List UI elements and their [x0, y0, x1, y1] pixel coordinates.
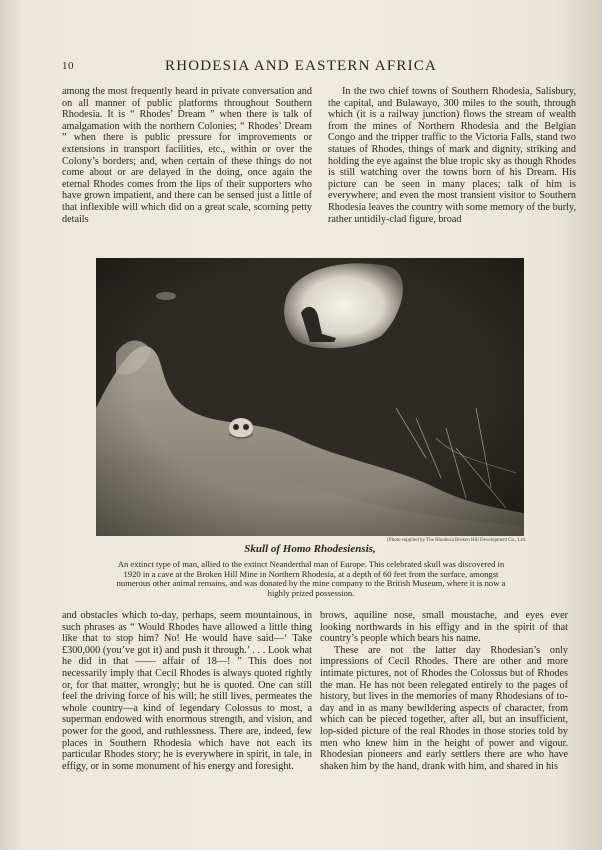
cave-photograph [96, 258, 524, 536]
skull-in-cave-image [96, 258, 524, 536]
page-header [0, 58, 602, 78]
paragraph: In the two chief towns of Southern Rhodesia, Salisbury, the capital, and Bulawayo, 300 miles to the south, through which (it is a railway junction) flows the stream of wealth from the mines of Northern Rhodesia and the Belgian Congo and the tripper traffic to the Victoria Falls, stand two statues of Rhodes, things of mark and dignity, striking and holding the eye against the blue tropic sky as though Rhodes is still watching over the towns born of his Dream. His picture can be seen in many places; talk of him is everywhere; and even the most transient visitor to Southern Rhodesia leaves the country with some memory of the burly, rather untidily-clad figure, broad [328, 86, 576, 225]
column-bottom-right [320, 610, 568, 772]
figure-caption: An extinct type of man, allied to the extinct Neanderthal man of Europe. This celebrated skull was discovered in 1920 in a cave at the Broken Hill Mine in Northern Rhodesia, at a depth of 60 feet from the surface, amongst numerous other animal remains, and was donated by the mine company to the British Museum, where it is now a highly prized possession. [116, 559, 506, 598]
photo-credit: (Photo supplied by The Rhodesia Broken Hill Development Co., Ltd. [387, 538, 526, 543]
page-number: 10 [62, 60, 74, 72]
column-top-right [328, 86, 576, 225]
paragraph: These are not the latter day Rhodesian’s only impressions of Cecil Rhodes. There are other and more intimate pictures, not of Rhodes the Colossus but of Rhodes the man. He has not been relegated entirely to the pages of history, but lives in the memories of many Rhodesians of to-day and in as many bewildering aspects of character, from which can be pieced together, after all, but an insufficient, lop-sided picture of the real Rhodes in those stories told by men who knew him in the height of power and vigour. Rhodesian pioneers and early settlers there are who have shaken him by the hand, drank with him, and shared in his [320, 644, 568, 772]
column-top-left [62, 86, 312, 225]
running-head: RHODESIA AND EASTERN AFRICA [164, 58, 437, 74]
column-bottom-left [62, 610, 312, 772]
paragraph: among the most frequently heard in private conversation and on all manner of public platforms throughout Southern Rhodesia. It is “ Rhodes’ Dream ” when there is talk of amalgamation with the northern Colonies; “ Rhodes’ Dream ” when there is public pressure for improvements or extensions in transport facilities, etc., within or over the Colony’s borders; and, when certain of these things do not come about or are delayed in the doing, once again the eternal Rhodes comes from the lips of their supporters who have grown impatient, and there can be sensed just a little of that inflexible will which did on a great scale, scorning petty details [62, 86, 312, 225]
paragraph: and obstacles which to-day, perhaps, seem mountainous, in such phrases as “ Would Rhodes have allowed a little thing like that to stop him? No! He would have said—‘ Take £300,000 (you’ve got it) and push it through.’ . . . Look what he did in that —— affair of 18—! ” This does not necessarily imply that Cecil Rhodes is always quoted rightly or, for that matter, wrongly; but he is quoted. One can still feel the driving force of his will; he still lives, permeates the whole country—a kind of legendary Colossus to most, a superman endowed with enormous strength, and vision, and power for the good, and ruthlessness. There are, indeed, few places in Southern Rhodesia which have not each its particular Rhodes story; he is everywhere in spirit, in tale, in effigy, or in some monument of his energy and foresight. [62, 610, 312, 772]
figure-title: Skull of Homo Rhodesiensis, [244, 543, 376, 555]
paragraph: brows, aquiline nose, small moustache, and eyes ever looking northwards in his effigy and in the spirit of that country’s people which bears his name. [320, 610, 568, 645]
